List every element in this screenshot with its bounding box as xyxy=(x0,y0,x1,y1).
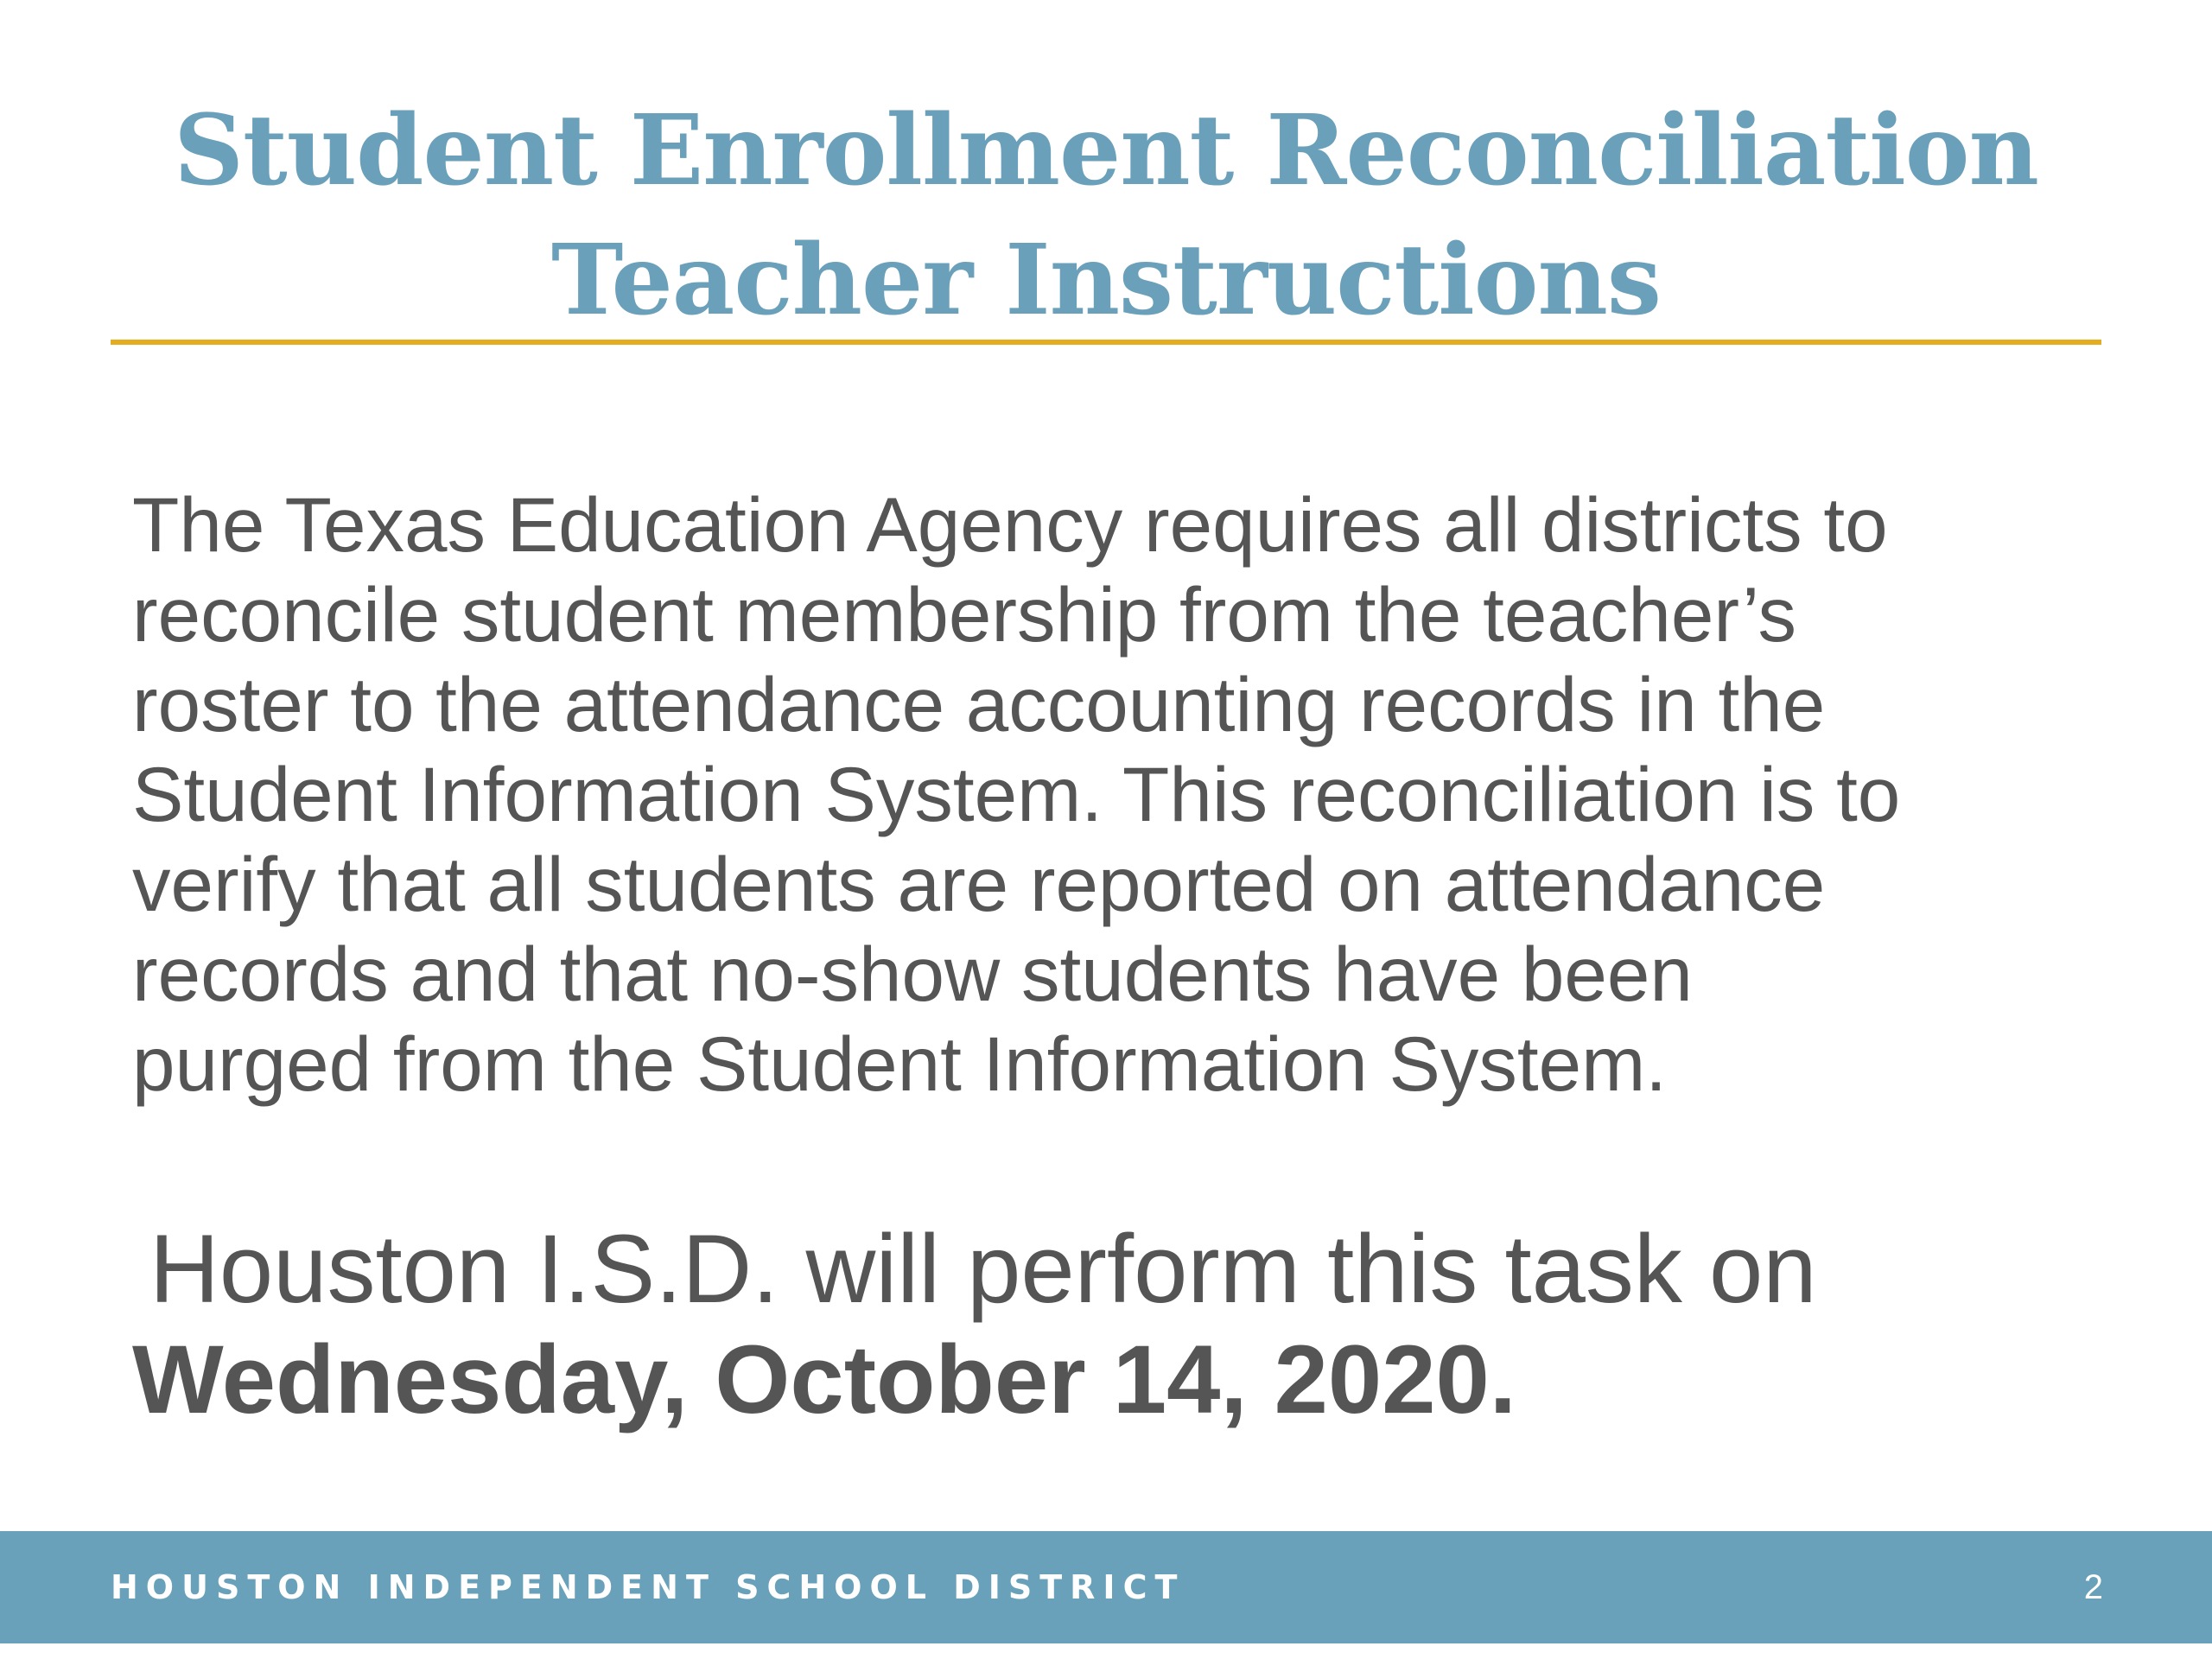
announcement-date: Wednesday, October 14, 2020. xyxy=(132,1325,1516,1433)
page-number: 2 xyxy=(2083,1568,2103,1606)
announcement xyxy=(132,1214,2120,1435)
footer-brand: HOUSTON INDEPENDENT SCHOOL DISTRICT xyxy=(111,1568,1185,1606)
title-divider xyxy=(111,340,2101,345)
body-line: roster to the attendance accounting records in the xyxy=(132,661,1826,747)
footer-bar xyxy=(0,1531,2212,1643)
slide-title-line-2: Teacher Instructions xyxy=(551,224,1661,337)
body-paragraph xyxy=(132,480,2120,1109)
slide-title xyxy=(0,86,2212,346)
body-line: records and that no-show students have been xyxy=(132,931,1693,1017)
body-line: Student Information System. This reconciliation is to xyxy=(132,751,1901,837)
slide-title-line-1: Student Enrollment Reconciliation xyxy=(174,94,2038,207)
announcement-text: Houston I.S.D. will perform this task on xyxy=(149,1215,1817,1323)
body-line: reconcile student membership from the teacher’s xyxy=(132,571,1796,658)
body-line: The Texas Education Agency requires all districts to xyxy=(132,481,1888,568)
body-line: verify that all students are reported on attendance xyxy=(132,841,1826,927)
body-line: purged from the Student Information System. xyxy=(132,1020,1667,1107)
